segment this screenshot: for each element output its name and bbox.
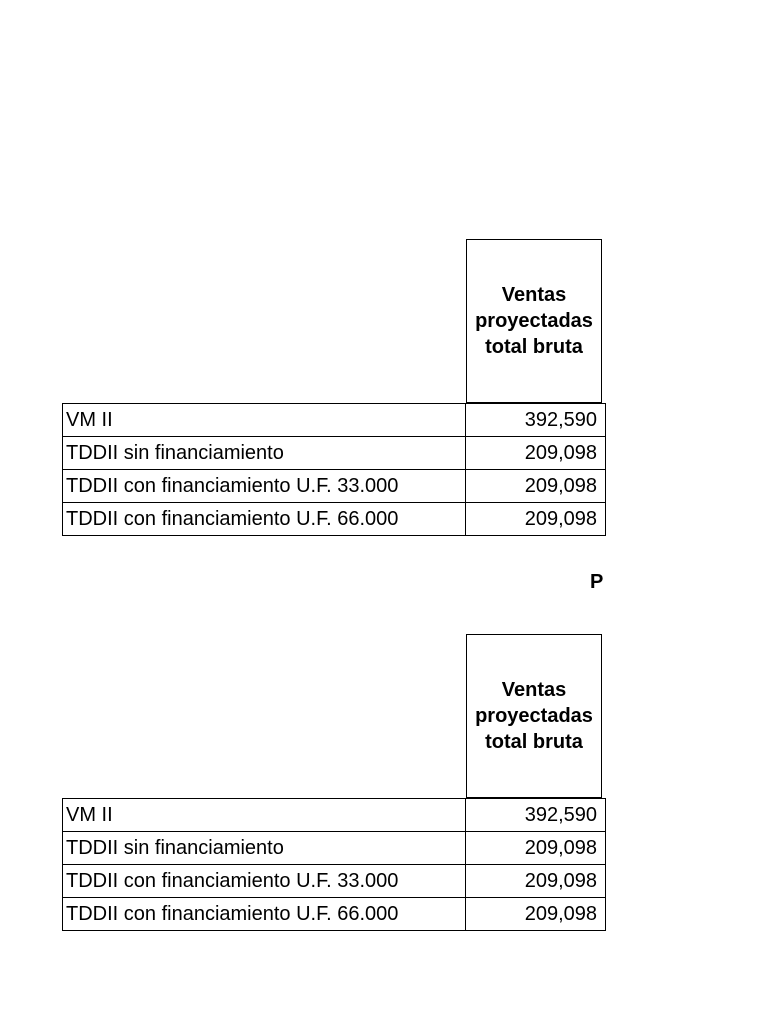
table-row: [63, 503, 606, 536]
row-label: TDDII sin financiamiento: [63, 832, 466, 865]
table-row: [63, 832, 606, 865]
table-row: [63, 898, 606, 931]
section-mark: P: [590, 571, 604, 593]
table-row: [63, 404, 606, 437]
sales-rows: [62, 798, 606, 931]
table-row: [63, 470, 606, 503]
row-label: TDDII con financiamiento U.F. 33.000: [63, 865, 466, 898]
row-label: TDDII con financiamiento U.F. 66.000: [63, 898, 466, 931]
column-header: Ventas proyectadas total bruta: [475, 284, 593, 358]
row-value: 392,590: [466, 404, 606, 437]
column-header: Ventas proyectadas total bruta: [475, 679, 593, 753]
row-value: 392,590: [466, 799, 606, 832]
row-value: 209,098: [466, 832, 606, 865]
column-header-cell: [466, 239, 602, 403]
row-label: TDDII con financiamiento U.F. 33.000: [63, 470, 466, 503]
row-label: VM II: [63, 799, 466, 832]
sales-rows: [62, 403, 606, 536]
row-label: VM II: [63, 404, 466, 437]
row-value: 209,098: [466, 503, 606, 536]
row-label: TDDII con financiamiento U.F. 66.000: [63, 503, 466, 536]
column-header-cell: [466, 634, 602, 798]
row-value: 209,098: [466, 437, 606, 470]
row-label: TDDII sin financiamiento: [63, 437, 466, 470]
table-row: [63, 437, 606, 470]
row-value: 209,098: [466, 898, 606, 931]
table-row: [63, 865, 606, 898]
row-value: 209,098: [466, 865, 606, 898]
row-value: 209,098: [466, 470, 606, 503]
table-row: [63, 799, 606, 832]
